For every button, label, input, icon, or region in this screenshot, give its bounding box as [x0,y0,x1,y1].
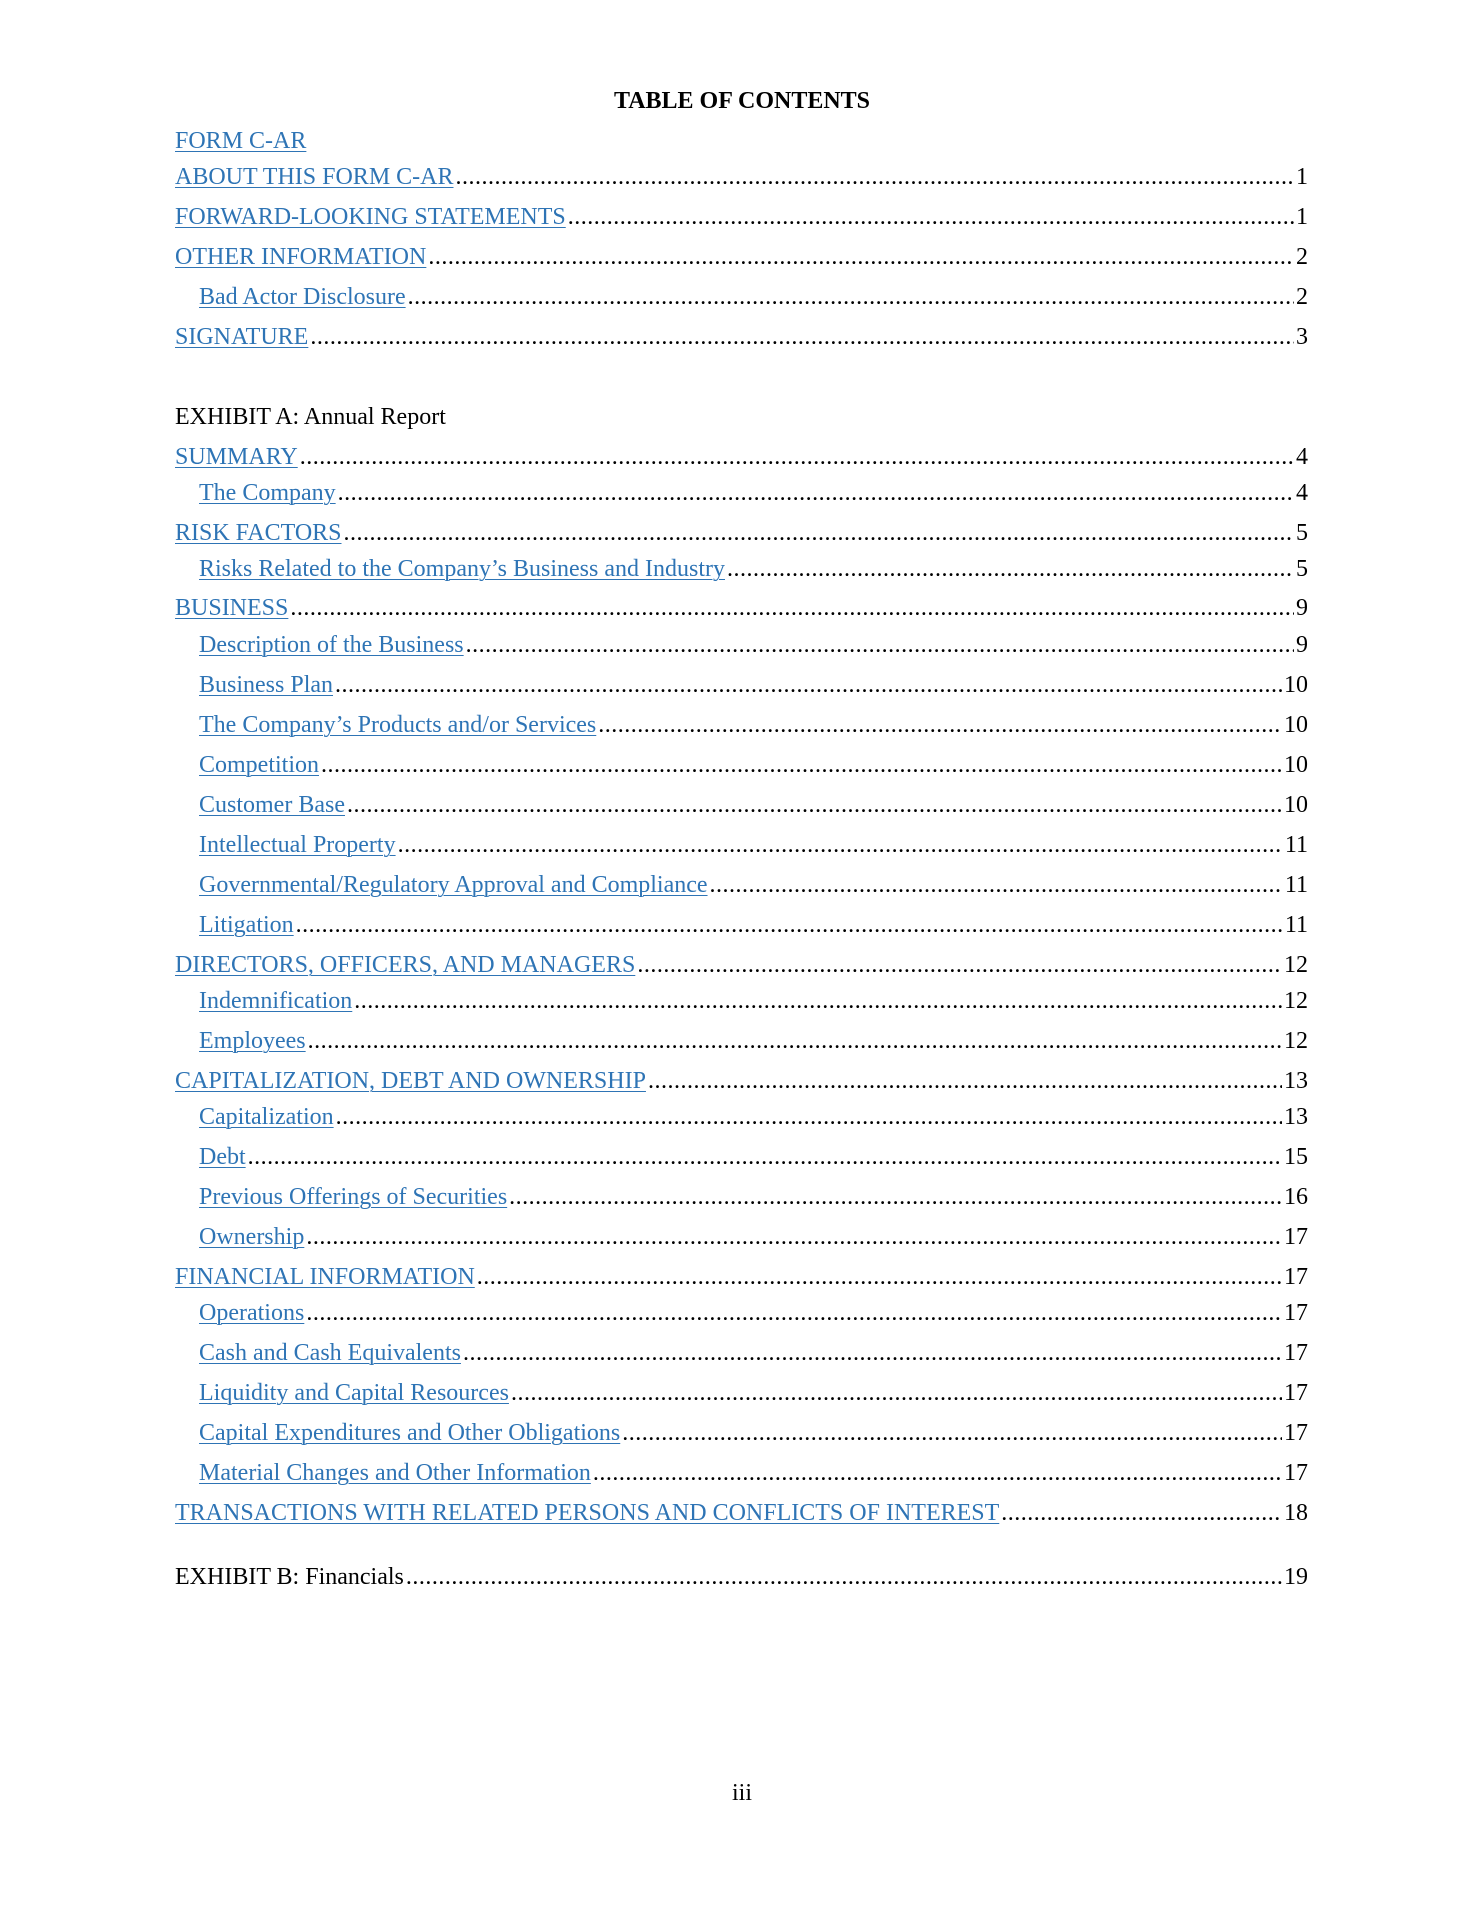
toc-page-number: 5 [1296,556,1308,582]
toc-page-number: 19 [1284,1564,1308,1590]
toc-row[interactable] [175,1025,1308,1057]
toc-row[interactable] [175,1377,1308,1409]
toc-link[interactable]: Capital Expenditures and Other Obligations [199,1420,621,1446]
toc-page-number: 11 [1284,872,1308,898]
toc-link[interactable]: Intellectual Property [199,832,396,858]
toc-row[interactable] [175,869,1308,901]
toc-page-number: 10 [1284,672,1308,698]
toc-link[interactable]: Employees [199,1028,306,1054]
dot-leader [466,629,1294,661]
toc-link[interactable]: Risks Related to the Company’s Business and Industry [199,556,725,582]
dot-leader [335,669,1282,701]
toc-link[interactable]: BUSINESS [175,595,289,621]
toc-row[interactable] [175,1457,1308,1489]
toc-page-number: 13 [1284,1104,1308,1130]
toc-link[interactable]: The Company’s Products and/or Services [199,712,597,738]
dot-leader [648,1065,1282,1097]
toc-row[interactable] [175,1065,1308,1097]
dot-leader [463,1337,1282,1369]
toc-link[interactable]: Indemnification [199,988,353,1014]
toc-row[interactable] [175,1261,1308,1293]
exhibit-a-heading: EXHIBIT A: Annual Report [175,404,446,430]
dot-leader [406,1561,1282,1593]
toc-row[interactable] [175,1101,1308,1133]
toc-row[interactable] [175,1221,1308,1253]
toc-row[interactable] [175,669,1308,701]
toc-link[interactable]: Litigation [199,912,294,938]
dot-leader [300,441,1294,473]
toc-row[interactable] [175,477,1308,509]
toc-page-number: 12 [1284,1028,1308,1054]
toc-link[interactable]: Material Changes and Other Information [199,1460,591,1486]
toc-row[interactable] [175,789,1308,821]
toc-page-number: 9 [1296,632,1308,658]
toc-link[interactable]: Previous Offerings of Securities [199,1184,508,1210]
toc-page-number: 17 [1284,1460,1308,1486]
dot-leader [398,829,1283,861]
toc-row[interactable] [175,709,1308,741]
page-number: iii [731,1780,752,1806]
toc-page-number: 10 [1284,752,1308,778]
toc-page-number: 17 [1284,1340,1308,1366]
toc-link[interactable]: FORWARD-LOOKING STATEMENTS [175,204,566,230]
toc-link[interactable]: Ownership [199,1224,305,1250]
toc-page-number: 17 [1284,1264,1308,1290]
toc-page-number: 17 [1284,1380,1308,1406]
toc-page-number: 17 [1284,1224,1308,1250]
toc-page-number: 9 [1296,595,1308,621]
dot-leader [456,161,1295,193]
toc-page-number: 10 [1284,712,1308,738]
dot-leader [568,201,1294,233]
toc-row[interactable] [175,441,1308,473]
toc-page-number: 17 [1284,1300,1308,1326]
toc-title: TABLE OF CONTENTS [613,88,871,114]
dot-leader [310,321,1294,353]
toc-page-number: 12 [1284,952,1308,978]
toc-page-number: 5 [1296,520,1308,546]
toc-row[interactable] [175,829,1308,861]
dot-leader [338,477,1294,509]
dot-leader [306,1221,1282,1253]
toc-link[interactable]: Description of the Business [199,632,464,658]
toc-row[interactable] [175,1181,1308,1213]
toc-row[interactable] [175,517,1308,549]
toc-link[interactable]: Governmental/Regulatory Approval and Compliance [199,872,708,898]
toc-link[interactable]: ABOUT THIS FORM C-AR [175,164,454,190]
toc-row[interactable] [175,592,1308,624]
toc-link[interactable]: OTHER INFORMATION [175,244,427,270]
toc-page-number: 2 [1296,284,1308,310]
dot-leader [598,709,1282,741]
toc-row[interactable] [175,985,1308,1017]
toc-link[interactable]: Operations [199,1300,305,1326]
dot-leader [354,985,1282,1017]
toc-page-number: 10 [1284,792,1308,818]
toc-row[interactable] [175,909,1308,941]
toc-page-number: 4 [1296,444,1308,470]
toc-link[interactable]: Bad Actor Disclosure [199,284,406,310]
toc-row[interactable] [175,629,1308,661]
toc-row-exhibit-b [175,1561,1308,1593]
toc-page-number: 15 [1284,1144,1308,1170]
toc-link[interactable]: DIRECTORS, OFFICERS, AND MANAGERS [175,952,636,978]
dot-leader [321,749,1282,781]
toc-page-number: 4 [1296,480,1308,506]
toc-page-number: 11 [1284,832,1308,858]
toc-row[interactable] [175,281,1308,313]
dot-leader [347,789,1282,821]
toc-row[interactable] [175,1297,1308,1329]
toc-row[interactable] [175,201,1308,233]
dot-leader [290,592,1294,624]
dot-leader [622,1417,1282,1449]
toc-link[interactable]: CAPITALIZATION, DEBT AND OWNERSHIP [175,1068,646,1094]
toc-link[interactable]: SIGNATURE [175,324,309,350]
toc-page-number: 17 [1284,1420,1308,1446]
dot-leader [637,949,1282,981]
toc-row[interactable] [175,553,1308,585]
toc-page-number: 11 [1284,912,1308,938]
toc-row[interactable] [175,1497,1308,1529]
toc-page-number: 2 [1296,244,1308,270]
toc-row[interactable] [175,161,1308,193]
dot-leader [306,1297,1282,1329]
toc-row-form-c-ar[interactable] [175,125,1308,157]
dot-leader [308,1025,1282,1057]
toc-link[interactable]: Debt [199,1144,246,1170]
dot-leader [336,1101,1282,1133]
dot-leader [509,1181,1282,1213]
toc-link[interactable]: The Company [199,480,336,506]
toc-link[interactable]: Capitalization [199,1104,334,1130]
dot-leader [408,281,1294,313]
toc-link[interactable]: SUMMARY [175,444,298,470]
toc-link[interactable]: Customer Base [199,792,345,818]
toc-row[interactable] [175,1141,1308,1173]
dot-leader [593,1457,1282,1489]
dot-leader [344,517,1295,549]
toc-row[interactable] [175,949,1308,981]
toc-link[interactable]: FINANCIAL INFORMATION [175,1264,475,1290]
dot-leader [428,241,1294,273]
toc-link-form-c-ar[interactable]: FORM C-AR [175,128,307,154]
toc-link[interactable]: Competition [199,752,319,778]
toc-link[interactable]: Cash and Cash Equivalents [199,1340,461,1366]
dot-leader [511,1377,1282,1409]
toc-link[interactable]: Business Plan [199,672,334,698]
toc-row[interactable] [175,241,1308,273]
toc-page-number: 18 [1284,1500,1308,1526]
toc-page-number: 1 [1296,164,1308,190]
toc-link[interactable]: TRANSACTIONS WITH RELATED PERSONS AND CONFLICTS OF INTEREST [175,1500,1000,1526]
exhibit-b-label: EXHIBIT B: Financials [175,1564,404,1590]
toc-page-number: 3 [1296,324,1308,350]
dot-leader [710,869,1283,901]
toc-page-number: 12 [1284,988,1308,1014]
toc-page-number: 1 [1296,204,1308,230]
dot-leader [296,909,1283,941]
toc-link[interactable]: Liquidity and Capital Resources [199,1380,509,1406]
toc-page-number: 16 [1284,1184,1308,1210]
toc-row[interactable] [175,1417,1308,1449]
dot-leader [248,1141,1282,1173]
toc-row[interactable] [175,321,1308,353]
toc-page-number: 13 [1284,1068,1308,1094]
dot-leader [727,553,1294,585]
toc-row[interactable] [175,1337,1308,1369]
dot-leader [477,1261,1282,1293]
dot-leader [1001,1497,1282,1529]
toc-row[interactable] [175,749,1308,781]
toc-link[interactable]: RISK FACTORS [175,520,342,546]
